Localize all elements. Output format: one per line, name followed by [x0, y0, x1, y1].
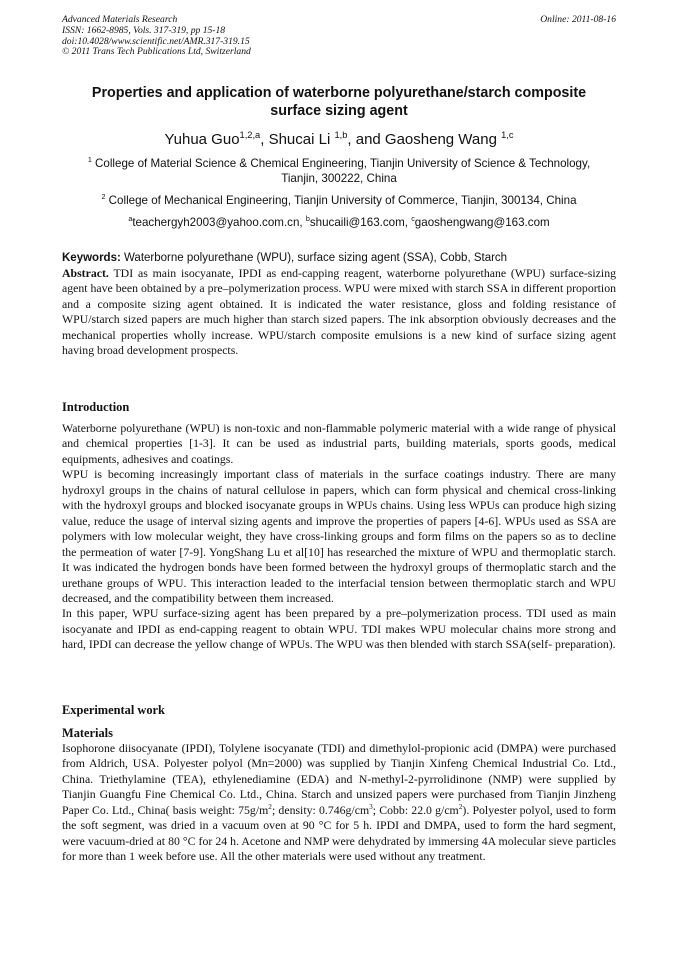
online-date: Online: 2011-08-16: [540, 14, 616, 25]
email-a[interactable]: teachergyh2003@yahoo.com.cn,: [132, 216, 306, 229]
unit-sup-3: 2: [458, 801, 463, 811]
affiliation-2-text: College of Mechanical Engineering, Tianjin University of Commerce, Tianjin, 300134, China: [105, 194, 577, 207]
author-1: Yuhua Guo: [164, 131, 240, 148]
author-list: [62, 131, 616, 149]
author-1-affil: 1,2,a: [239, 130, 261, 140]
keywords-text: Waterborne polyurethane (WPU), surface sizing agent (SSA), Cobb, Starch: [120, 252, 508, 264]
materials-text-4: ). Polyester polyol, used to form the soft segment, was dried in a vacuum oven at 90 °C for 5 h. IPDI and DMPA, used to form the hard segment, were vacuum-dried at 80 °C for 24 h. Acetone and NMP were dehydrated by immersing 4A molecular sieve particles for more than 1 week before use. All the other materials were used without any treatment.: [62, 802, 616, 864]
copyright-line: © 2011 Trans Tech Publications Ltd, Switzerland: [62, 46, 251, 58]
affiliation-2: [62, 193, 616, 208]
email-list: [62, 215, 616, 230]
experimental-heading: Experimental work: [62, 703, 165, 717]
intro-paragraph-2: WPU is becoming increasingly important class of materials in the surface coatings industry. There are many hydroxyl groups in the chains of natural cellulose in papers, which can form physical and chemical cross-linking with the hydroxyl groups and blocked isocyanate groups in WPUs chains. Using less WPUs can produce high sizing value, reduce the usage of interval sizing agents and improve the properties of papers [4-6]. WPUs used as SSA are polymers with low molecular weight, they have cross-linking groups and form films on the papers so as to decline the permeation of water [7-9]. YongShang Lu et al[10] has researched the mixture of WPU and thermoplatic starch. It was indicated the hydrogen bonds have been formed between the hydroxyl groups of thermoplatic starch and the urethane groups of WPU. This interaction leaded to the interfacial tension between thermoplatic starch and WPU decreased, and the compatibility between them increased.: [62, 467, 616, 605]
email-c-marker: c: [411, 214, 415, 224]
journal-name: Advanced Materials Research: [62, 14, 178, 25]
materials-text-3: ; Cobb: 22.0 g/cm: [372, 802, 459, 817]
email-b-marker: b: [305, 214, 310, 224]
affiliation-1: [62, 156, 616, 187]
abstract-label: Abstract.: [62, 266, 109, 280]
introduction-heading: Introduction: [62, 400, 130, 414]
doi-line: doi:10.4028/www.scientific.net/AMR.317-319.15: [62, 35, 250, 47]
journal-header: [62, 15, 616, 58]
affiliation-1-line-2: Tianjin, 300222, China: [281, 172, 397, 186]
materials-text-1: Isophorone diisocyanate (IPDI), Tolylene isocyanate (TDI) and dimethylol-propionic acid (DMPA) were purchased from Aldrich, USA. Polyester polyol (Mn=2000) was supplied by Tianjin Xinfeng Chemical Industrial Co. Ltd., China. Triethylamine (TEA), ethylenediamine (EDA) and N-methyl-2-pyrrolidinone (NMP) were supplied by Tianjin Guangfu Fine Chemical Co. Ltd., China. Starch and unsized papers were purchased from Tianjin Jinzheng Paper Co. Ltd., China( basis weight: 75g/m: [62, 741, 616, 817]
materials-text-2: ; density: 0.746g/cm: [271, 802, 370, 817]
issn-line: ISSN: 1662-8985, Vols. 317-319, pp 15-18: [62, 24, 226, 36]
title-line-2: surface sizing agent: [270, 103, 408, 119]
affiliation-1-marker: 1: [87, 155, 92, 165]
abstract: [62, 266, 616, 359]
email-b[interactable]: shucaili@163.com,: [309, 216, 412, 229]
author-3-affil: 1,c: [501, 130, 514, 140]
email-a-marker: a: [128, 214, 133, 224]
materials-heading: Materials: [62, 726, 113, 740]
intro-paragraph-1: Waterborne polyurethane (WPU) is non-toxic and non-flammable polymeric material with a wide range of physical and chemical properties [1-3]. It can be used as industrial parts, building materials, sports goods, medical equipments, adhesives and coatings.: [62, 421, 616, 466]
unit-sup-1: 2: [268, 801, 272, 811]
affiliation-2-marker: 2: [101, 192, 106, 202]
email-c[interactable]: gaoshengwang@163.com: [414, 216, 550, 229]
author-2: , Shucai Li: [260, 131, 335, 148]
affiliation-1-line-1: College of Material Science & Chemical Engineering, Tianjin University of Science & Technology,: [91, 157, 591, 170]
unit-sup-2: 3: [369, 801, 373, 811]
abstract-text: TDI as main isocyanate, IPDI as end-capping reagent, waterborne polyurethane (WPU) surface-sizing agent have been obtained by a pre–polymerization process. WPU were mixed with starch SSA in different proportion and a composite sizing agent obtained. It is indicated the water resistance, gloss and folding resistance of WPU/starch sized papers are much higher than starch sized papers. The ink absorption obviously decreases and the mechanical properties wholly increase. WPU/starch composite emulsions is a new kind of surface sizing agent having broad development prospects.: [62, 266, 616, 358]
author-3: , and Gaosheng Wang: [347, 131, 502, 148]
materials-paragraph: [62, 741, 616, 865]
keywords: [62, 251, 616, 266]
paper-title: [62, 84, 616, 120]
keywords-label: Keywords:: [62, 252, 121, 264]
materials-body: [62, 741, 616, 865]
title-line-1: Properties and application of waterborne polyurethane/starch composite: [91, 85, 587, 101]
author-2-affil: 1,b: [334, 130, 348, 140]
introduction-body: [62, 421, 616, 653]
intro-paragraph-3: In this paper, WPU surface-sizing agent has been prepared by a pre–polymerization process. TDI used as main isocyanate and IPDI as end-capping reagent to obtain WPU. TDI makes WPU molecular chains more strong and hard, IPDI can decrease the yellow change of WPUs. The WPU was then blended with starch SSA(self- preparation).: [62, 606, 616, 652]
